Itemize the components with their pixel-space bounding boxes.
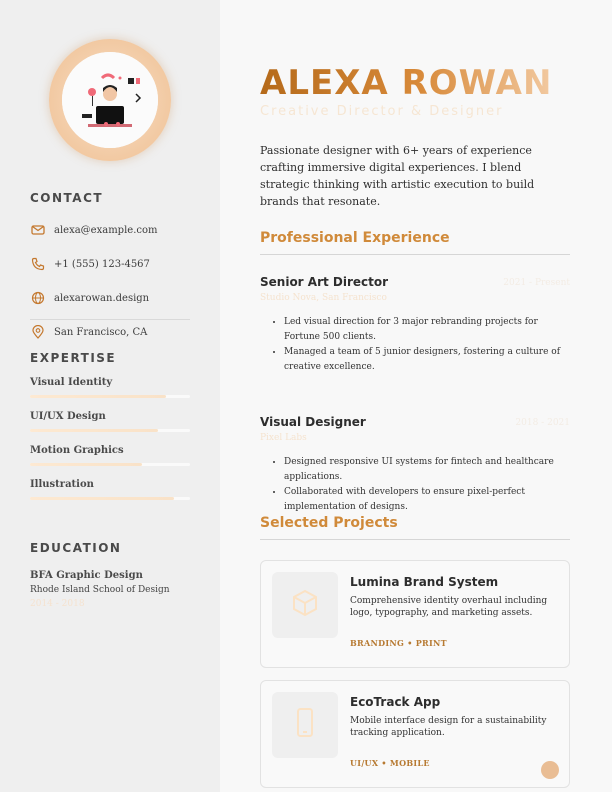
floating-action-button[interactable] [541,761,559,779]
project-title: Lumina Brand System [350,575,499,589]
contact-phone[interactable] [30,255,150,273]
job-bullets [284,455,570,515]
skill-bar-fill [30,395,166,398]
education-degree: BFA Graphic Design [30,570,143,581]
contact-website[interactable] [30,289,149,307]
skill-bar [30,463,190,466]
list-item: • Managed a team of 5 junior designers, fostering a culture of creative excellence. [284,345,570,375]
sidebar-divider [30,319,190,320]
project-card[interactable] [260,680,570,788]
list-item: • Led visual direction for 3 major rebranding projects for Fortune 500 clients. [284,315,570,345]
contact-website-text: alexarowan.design [54,292,150,304]
section-divider [260,254,570,255]
skill-bar-fill [30,429,158,432]
globe-icon [30,290,46,306]
job-company: Studio Nova, San Francisco [260,293,387,303]
experience-heading: Professional Experience [260,230,450,246]
skill-bar-fill [30,463,142,466]
project-card[interactable] [260,560,570,668]
project-thumbnail [272,572,338,638]
skill-bar [30,497,190,500]
skill-label: Visual Identity [30,377,113,388]
list-item: • Collaborated with developers to ensure pixel-perfect implementation of designs. [284,485,570,515]
phone-icon [30,256,46,272]
expertise-heading: EXPERTISE [30,351,117,365]
section-divider [260,539,570,540]
project-title: EcoTrack App [350,695,441,709]
education-school: Rhode Island School of Design [30,585,170,595]
job-date: 2021 - Present [503,278,570,288]
skill-label: Illustration [30,479,94,490]
profile-summary: Passionate designer with 6+ years of experience crafting immersive digital experiences. I blend strategic thinking with artistic execution to build brands that resonate. [260,144,535,208]
skill-bar [30,429,190,432]
job-company: Pixel Labs [260,433,307,443]
skill-bar [30,395,190,398]
education-years: 2014 - 2018 [30,599,85,609]
contact-location-text: San Francisco, CA [54,326,148,338]
skill-bar-fill [30,497,174,500]
job-bullets [284,315,570,375]
contact-email[interactable] [30,221,157,239]
projects-heading: Selected Projects [260,515,398,531]
project-tags: BRANDING • PRINT [350,638,447,648]
mobile-icon [290,706,320,744]
profile-role: Creative Director & Designer [260,104,504,119]
sidebar [0,0,220,792]
avatar-illustration [62,52,158,148]
job-title: Senior Art Director [260,275,389,289]
list-item: • Designed responsive UI systems for fintech and healthcare applications. [284,455,570,485]
contact-location [30,323,147,341]
mail-icon [30,222,46,238]
project-thumbnail [272,692,338,758]
contact-phone-text: +1 (555) 123-4567 [54,258,150,270]
skill-label: UI/UX Design [30,411,106,422]
project-description: Mobile interface design for a sustainability tracking application. [350,716,547,738]
contact-heading: CONTACT [30,191,104,205]
education-heading: EDUCATION [30,541,122,555]
avatar [49,39,171,161]
job-date: 2018 - 2021 [515,418,570,428]
job-title: Visual Designer [260,415,366,429]
profile-name: ALEXA ROWAN [260,63,553,103]
project-description: Comprehensive identity overhaul including logo, typography, and marketing assets. [350,596,548,618]
contact-email-text: alexa@example.com [54,224,158,236]
project-tags: UI/UX • MOBILE [350,758,430,768]
box-icon [290,588,320,622]
skill-label: Motion Graphics [30,445,124,456]
location-icon [30,324,46,340]
